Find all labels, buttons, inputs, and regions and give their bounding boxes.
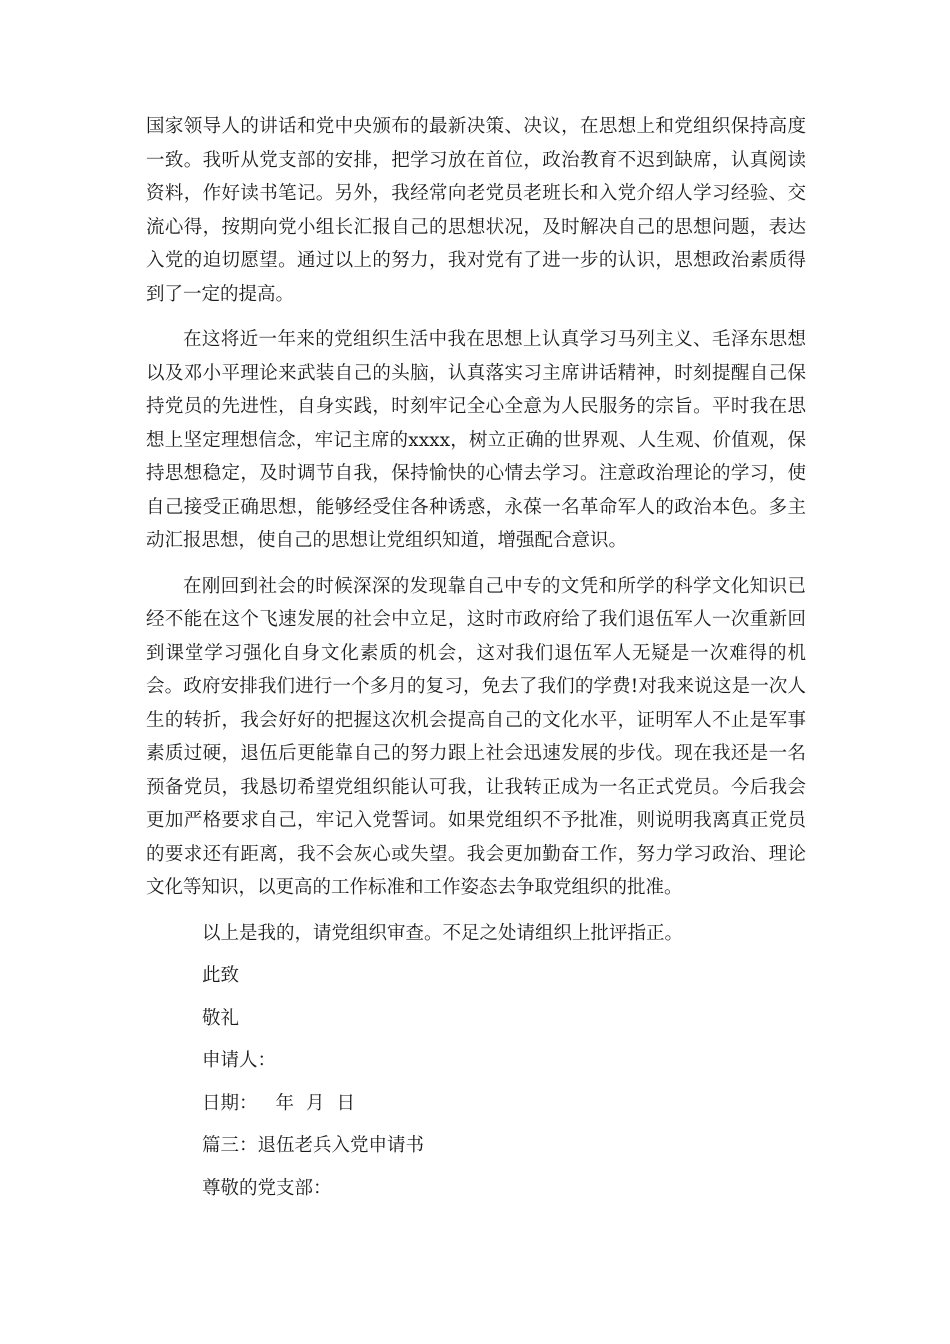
closing-line: 以上是我的，请党组织审查。不足之处请组织上批评指正。	[202, 922, 684, 944]
paragraph-return-to-society: 在刚回到社会的时候深深的发现靠自己中专的文凭和所学的科学文化知识已经不能在这个飞速发展的社会中立足，这时市政府给了我们退伍军人一次重新回到课堂学习强化自身文化素质的机会，这对我们退伍军人无疑是一次难得的机会。政府安排我们进行一个多月的复习，免去了我们的学费!对我来说这是一次人生的转折，我会好好的把握这次机会提高自己的文化水平，证明军人不止是军事素质过硬，退伍后更能靠自己的努力跟上社会迅速发展的步伐。现在我还是一名预备党员，我恳切希望党组织能认可我，让我转正成为一名正式党员。今后我会更加严格要求自己，牢记入党誓词。如果党组织不予批准，则说明我离真正党员的要求还有距离，我不会灰心或失望。我会更加勤奋工作，努力学习政治、理论文化等知识，以更高的工作标准和工作姿态去争取党组织的批准。	[146, 575, 806, 898]
paragraph-ideology: 在这将近一年来的党组织生活中我在思想上认真学习马列主义、毛泽东思想以及邓小平理论来武装自己的头脑，认真落实习主席讲话精神，时刻提醒自己保持党员的先进性，自身实践，时刻牢记全心全意为人民服务的宗旨。平时我在思想上坚定理想信念，牢记主席的xxxx，树立正确的世界观、人生观、价值观，保持思想稳定，及时调节自我，保持愉快的心情去学习。注意政治理论的学习，使自己接受正确思想，能够经受住各种诱惑，永葆一名革命军人的政治本色。多主动汇报思想，使自己的思想让党组织知道，增强配合意识。	[146, 329, 806, 551]
date-line	[146, 1087, 806, 1121]
date-day: 日	[336, 1092, 356, 1114]
paragraph-study: 国家领导人的讲话和党中央颁布的最新决策、决议，在思想上和党组织保持高度一致。我听从党支部的安排，把学习放在首位，政治教育不迟到缺席，认真阅读资料，作好读书笔记。另外，我经常向老党员老班长和入党介绍人学习经验、交流心得，按期向党小组长汇报自己的思想状况，及时解决自己的思想问题，表达入党的迫切愿望。通过以上的努力，我对党有了进一步的认识，思想政治素质得到了一定的提高。	[146, 116, 806, 305]
date-year: 年	[275, 1092, 295, 1114]
document-body	[146, 110, 806, 1214]
section-title: 篇三：退伍老兵入党申请书	[202, 1135, 425, 1156]
salutation-jingli: 敬礼	[202, 1007, 240, 1029]
salutation-cizhi: 此致	[202, 965, 240, 986]
applicant-label: 申请人：	[202, 1050, 277, 1071]
date-month: 月	[306, 1092, 325, 1114]
greeting-line: 尊敬的党支部：	[202, 1177, 332, 1199]
date-label: 日期：	[202, 1092, 258, 1114]
